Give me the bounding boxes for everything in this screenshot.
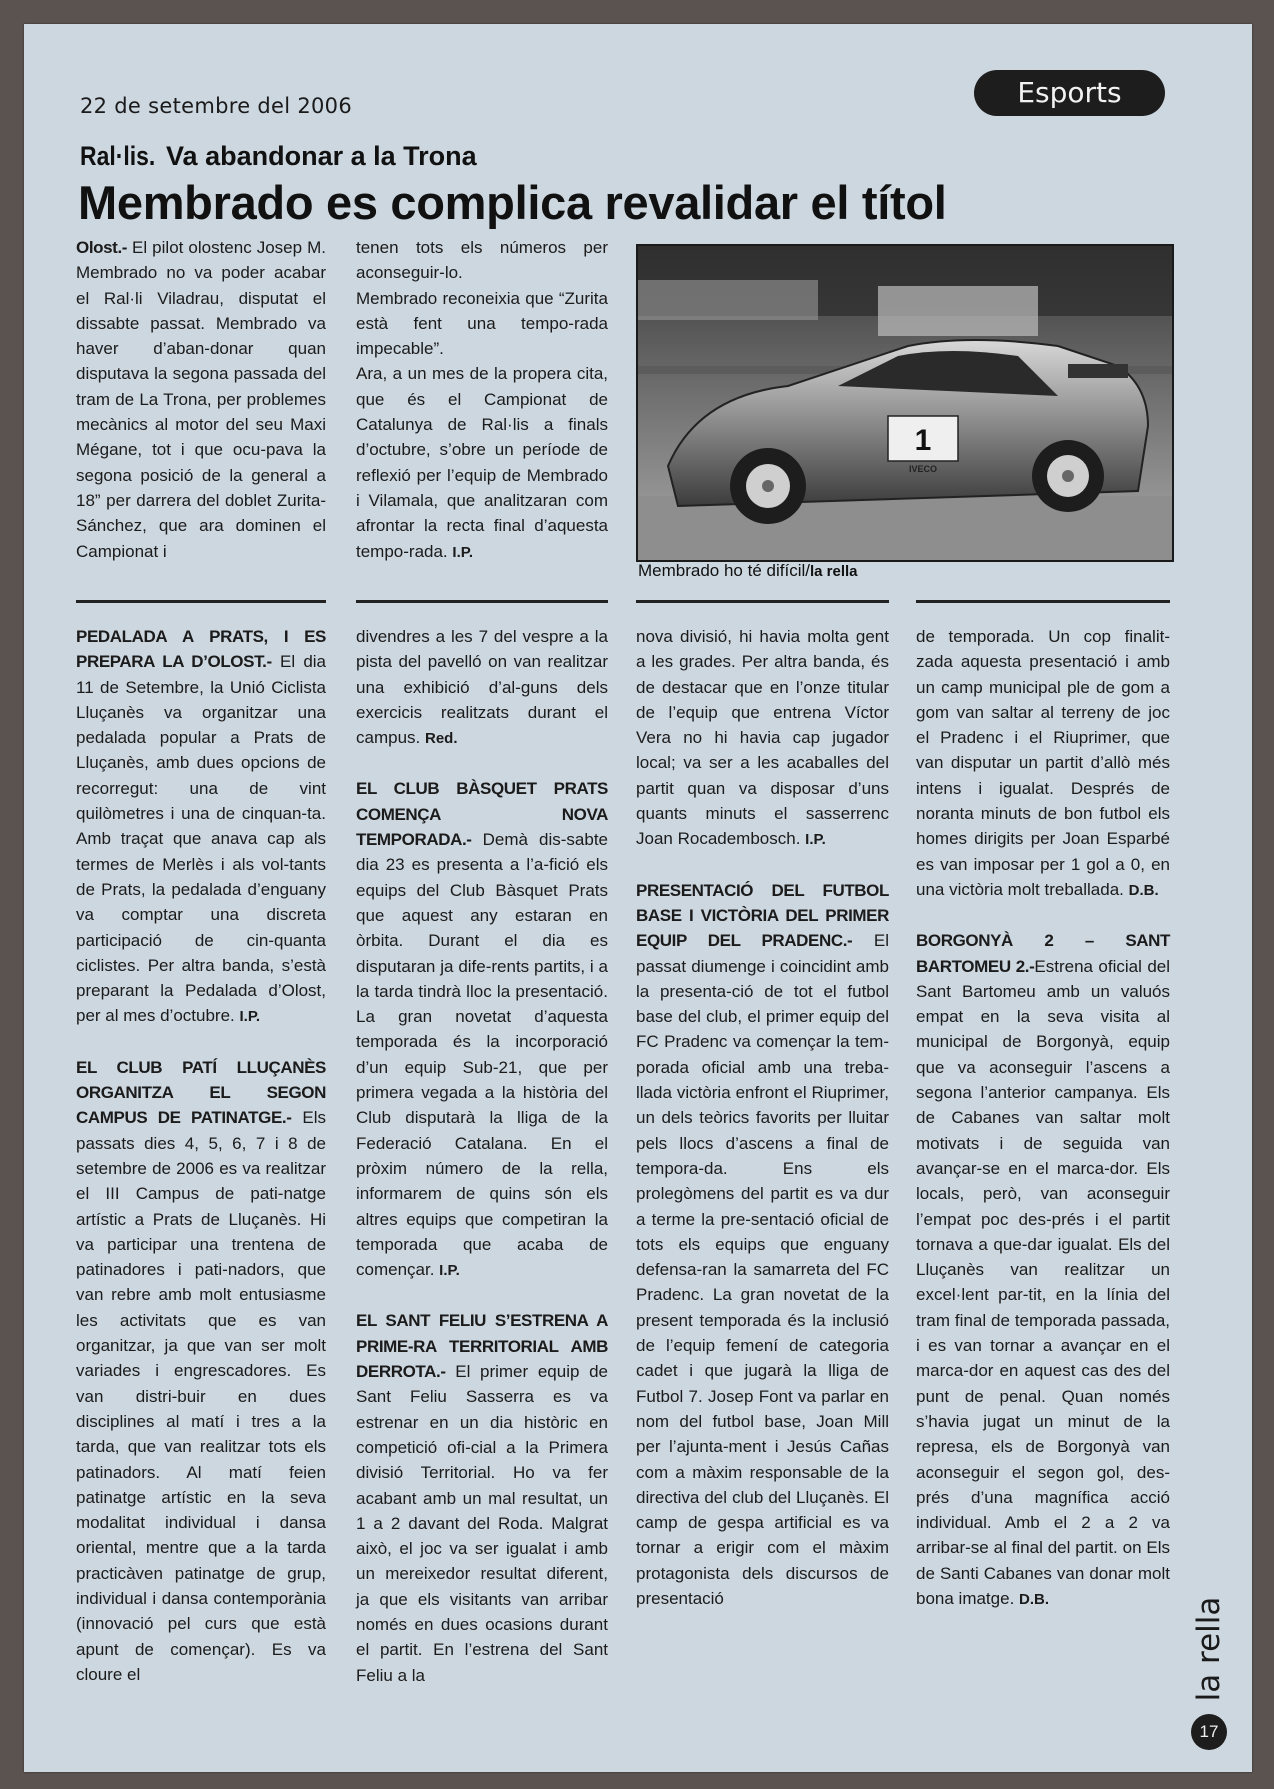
issue-date: 22 de setembre del 2006	[80, 94, 352, 118]
spacer	[356, 751, 608, 776]
lead-dateline: Olost.-	[76, 238, 128, 257]
lead-paragraph-3: Ara, a un mes de la propera cita, que és el Campionat de Catalunya de Ral·lis a finals d’octubre, s’obre un període de reflexió per l’equip de Membrado i Vilamala, que analitzaran com afrontar la recta final d’aquesta tempo-rada.	[356, 364, 608, 561]
brief-body-borgonya: Estrena oficial del Sant Bartomeu amb un valuós empat en la seva visita al municipal de Borgonyà, equip que va aconseguir l’ascens a segona l’anterior campanya. Els de Cabanes van saltar molt motivats i de seguida van avançar-se en el marca-dor. Els locals, però, van aconseguir l’empat poc des-prés i el partit tornava a que-dar igualat. Els del Lluçanès van realitzar un excel·lent par-tit, en la línia del tram final de temporada passada, i es van tornar a avançar en el marca-dor en aquest cas des del punt de penal. Quan només s’havia jugat un minut de la represa, els de Borgonyà van aconseguir el segon gol, des-prés d’una magnífica acció individual. Amb el 2 a 2 va arribar-se al final del partit. on Els de Santi Cabanes van donar molt bona imatge.	[916, 956, 1170, 1608]
rally-car-photo	[636, 244, 1174, 562]
column-rule-3	[636, 600, 889, 603]
column-rule-1	[76, 600, 326, 603]
brief-column-2	[356, 624, 608, 1688]
brief-title-basquet: EL CLUB BÀSQUET PRATS COMENÇA NOVA TEMPORADA.-	[356, 779, 608, 850]
brief-title-borgonya: BORGONYÀ 2 – SANT BARTOMEU 2.-	[916, 931, 1170, 976]
column-rule-2	[356, 600, 608, 603]
brief-signature-borgonya: D.B.	[1019, 1590, 1050, 1608]
car-number: 1	[914, 424, 932, 457]
spacer	[356, 1283, 608, 1308]
brief-signature-sant-feliu: I.P.	[805, 831, 826, 849]
kicker-text: Va abandonar a la Trona	[158, 141, 477, 171]
brief-signature-pradenc: D.B.	[1128, 881, 1159, 899]
brief-body-patinatge-2: divendres a les 7 del vespre a la pista del pavelló on van realitzar una exhibició d’al-guns dels exercicis realitzats durant el campus.	[356, 627, 608, 748]
brief-body-sant-feliu-1: El primer equip de Sant Feliu Sasserra es va estrenar en un dia històric en competició ofi-cial a la Primera divisió Territorial. Ho va fer acabant amb un mal resultat, un 1 a 2 davant del Roda. Malgrat això, el joc va ser igualat i amb un mereixedor resultat diferent, ja que els visitants van arribar només en dues ocasions durant el partit. En l’estrena del Sant Feliu a la	[356, 1362, 608, 1685]
brief-signature-pedalada: I.P.	[239, 1008, 261, 1026]
spacer	[636, 853, 889, 878]
brief-signature-patinatge: Red.	[424, 730, 458, 748]
brief-body-pradenc-2: de temporada. Un cop finalit-zada aquesta presentació i amb un camp municipal ple de gom a gom van saltar al terreny de joc el Pradenc i el Riuprimer, que van disputar un partit d’allò més intens i igualat. Després de noranta minuts de bon futbol els homes dirigits per Joan Esparbé es van imposar per 1 gol a 0, en una victòria molt treballada.	[916, 627, 1170, 899]
caption-text: Membrado ho té difícil/	[638, 561, 810, 580]
lead-paragraph-2: Membrado reconeixia que “Zurita està fent una tempo-rada impecable”.	[356, 288, 608, 359]
rally-car-illustration	[638, 246, 1172, 560]
spacer	[76, 1030, 326, 1055]
lead-column-2	[356, 235, 608, 615]
brief-title-patinatge: EL CLUB PATÍ LLUÇANÈS ORGANITZA EL SEGON CAMPUS DE PATINATGE.-	[76, 1057, 326, 1128]
car-sponsor: IVECO	[908, 464, 938, 474]
photo-caption	[638, 561, 858, 581]
lead-signature: I.P.	[452, 543, 473, 561]
brief-column-1	[76, 624, 326, 1687]
brief-body-pradenc-1: El passat diumenge i coincidint amb la presenta-ció de tot el futbol base del club, el primer equip del FC Pradenc va començar la tem-porada oficial amb una treba-llada victòria enfront el Riuprimer, un dels teòrics favorits per lluitar pels llocs d’ascens a final de tempora-da. Ens els prolegòmens del partit es va dur a terme la pre-sentació oficial de tots els equips que enguany defensa-ran la samarreta del FC Pradenc. La gran novetat de la present temporada és la inclusió de l’equip femení de categoria cadet i que jugarà la lliga de Futbol 7. Josep Font va parlar en nom del futbol base, Joan Mill per l’ajunta-ment i Jesús Cañas com a màxim responsable de la directiva del club del Lluçanès. El camp de gespa artificial es va tornar a erigir com el màxim protagonista dels discursos de presentació	[636, 931, 889, 1608]
brand-text: la rella	[1191, 1596, 1227, 1702]
brief-signature-basquet: I.P.	[439, 1262, 460, 1280]
brief-body-basquet: Demà dis-sabte dia 23 es presenta a l’a-fició els equips del Club Bàsquet Prats que aquest any estaran en òrbita. Durant el dia es disputaran ja dife-rents partits, i a la tarda tindrà lloc la presentació. La gran novetat d’aquesta temporada és la incorporació d’un equip Sub-21, que per primera vegada a la història del Club disputarà la lliga de la Federació Catalana. En el pròxim número de la rella, informarem de quins són els altres equips que competiran la temporada que acaba de començar.	[356, 830, 608, 1280]
spacer	[916, 903, 1170, 928]
brief-title-pedalada: PEDALADA A PRATS, I ES PREPARA LA D’OLOST.-	[76, 627, 326, 672]
section-badge: Esports	[974, 70, 1165, 116]
lead-body-1: El pilot olostenc Josep M. Membrado no va poder acabar el Ral·li Viladrau, disputat el dissabte passat. Membrado va haver d’aban-donar quan disputava la segona passada del tram de La Trona, per problemes mecànics al motor del seu Maxi Mégane, tot i que ocu-pava la segona posició de la general a 18” per darrera del doblet Zurita-Sánchez, que ara dominen el Campionat i	[76, 238, 326, 561]
page-number: 17	[1191, 1714, 1227, 1750]
brief-body-pedalada: El dia 11 de Setembre, la Unió Ciclista Lluçanès va organitzar una pedalada popular a Prats de Lluçanès, amb dues opcions de recorregut: una de vint quilòmetres i una de cinquan-ta. Amb traçat que anava cap als termes de Merlès i als vol-tants de Prats, la pedalada d’enguany va comptar una discreta participació de cin-quanta ciclistes. Per altra banda, s’està preparant la Pedalada d’Olost, per al mes d’octubre.	[76, 652, 327, 1026]
brief-body-patinatge-1: Els passats dies 4, 5, 6, 7 i 8 de setembre de 2006 es va realitzar el III Campus de pati-natge artístic a Prats de Lluçanès. Hi va participar una trentena de patinadores i pati-nadors, que van rebre amb molt entusiasme les activitats que es van organitzar, ja que van ser molt variades i engrescadores. Es van distri-buir en dues disciplines al matí i tres a la tarda, que van realitzar tots els patinadors. Al matí feien patinatge artístic en la seva modalitat individual i dansa oriental, mentre que a la tarda practicàven patinatge de grup, individual i dansa contemporània (innovació pel curs que està apunt de començar). Es va cloure el	[76, 1108, 326, 1684]
kicker-label: Ral·lis.	[80, 141, 156, 171]
publication-brand	[1189, 1589, 1229, 1709]
lead-column-1	[76, 235, 326, 615]
article-headline: Membrado es complica revalidar el títol	[78, 176, 947, 229]
brief-title-pradenc: PRESENTACIÓ DEL FUTBOL BASE I VICTÒRIA DEL PRIMER EQUIP DEL PRADENC.-	[636, 880, 889, 951]
article-kicker	[80, 141, 477, 172]
brief-column-4	[916, 624, 1170, 1612]
caption-source: la rella	[809, 563, 858, 580]
column-rule-4	[916, 600, 1170, 603]
brief-body-sant-feliu-2: nova divisió, hi havia molta gent a les grades. Per altra banda, és de destacar que en l’onze titular de l’equip que entrena Víctor Vera no hi havia cap jugador local; va ser a les acaballes del partit quan va disposar d’uns quants minuts el sasserrenc Joan Rocadembosch.	[636, 627, 889, 849]
newspaper-page	[24, 24, 1252, 1772]
brief-column-3	[636, 624, 889, 1611]
brief-title-sant-feliu: EL SANT FELIU S’ESTRENA A PRIME-RA TERRITORIAL AMB DERROTA.-	[356, 1311, 608, 1382]
lead-paragraph-1: tenen tots els números per aconseguir-lo.	[356, 238, 608, 283]
